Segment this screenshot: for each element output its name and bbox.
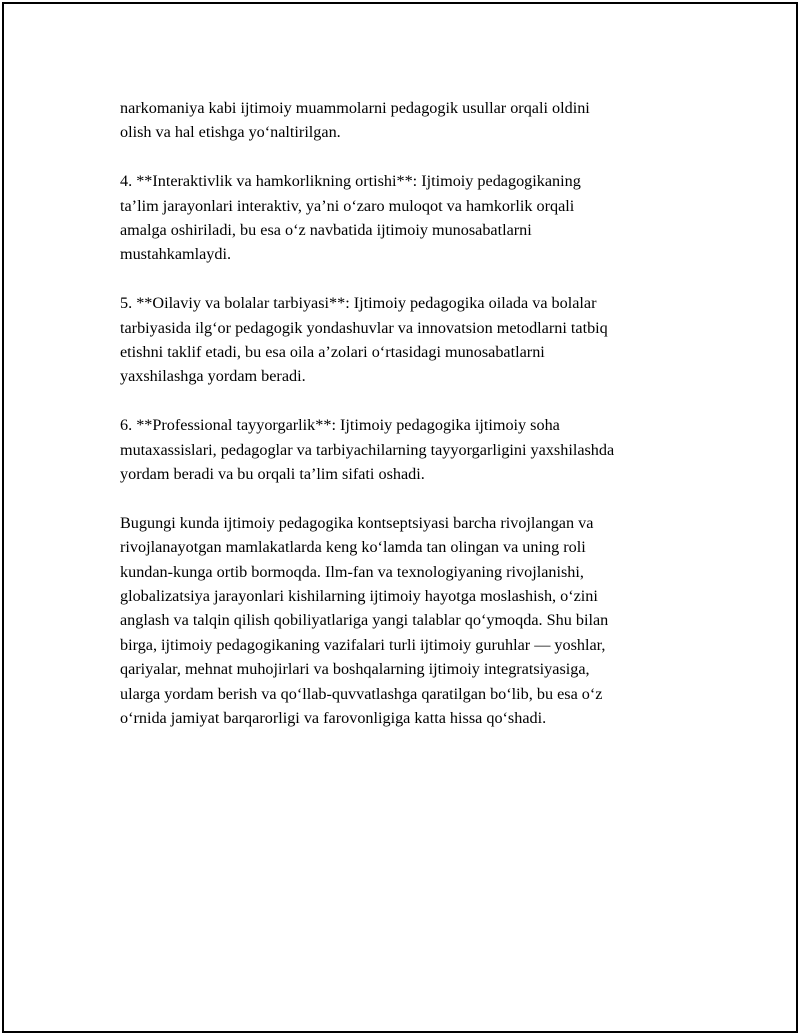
text-line: qariyalar, mehnat muhojirlari va boshqalarning ijtimoiy integratsiyasiga, [120,660,590,679]
paragraph-point-5 [120,291,710,389]
text-line: 5. **Oilaviy va bolalar tarbiyasi**: Ijtimoiy pedagogika oilada va bolalar [120,294,597,313]
document-body [120,96,710,755]
text-line: amalga oshiriladi, bu esa o‘z navbatida ijtimoiy munosabatlarni [120,221,532,240]
text-line: globalizatsiya jarayonlari kishilarning ijtimoiy hayotga moslashish, o‘zini [120,587,598,606]
text-line: Bugungi kunda ijtimoiy pedagogika kontseptsiyasi barcha rivojlangan va [120,513,594,532]
text-line: o‘rnida jamiyat barqarorligi va farovonligiga katta hissa qo‘shadi. [120,709,547,728]
text-line: mutaxassislari, pedagoglar va tarbiyachilarning tayyorgarligini yaxshilashda [120,440,615,459]
text-line: mustahkamlaydi. [120,245,232,264]
text-line: 6. **Professional tayyorgarlik**: Ijtimoiy pedagogika ijtimoiy soha [120,416,560,435]
text-line: kundan-kunga ortib bormoqda. Ilm-fan va texnologiyaning rivojlanishi, [120,562,584,581]
document-page [2,2,798,1033]
text-line: yaxshilashga yordam beradi. [120,367,306,386]
text-line: tarbiyasida ilg‘or pedagogik yondashuvlar va innovatsion metodlarni tatbiq [120,318,608,337]
paragraph-conclusion [120,511,710,731]
text-line: yordam beradi va bu orqali ta’lim sifati oshadi. [120,465,425,484]
text-line: anglash va talqin qilish qobiliyatlariga yangi talablar qo‘ymoqda. Shu bilan [120,611,609,630]
text-line: 4. **Interaktivlik va hamkorlikning ortishi**: Ijtimoiy pedagogikaning [120,172,581,191]
paragraph-intro-continuation [120,96,710,145]
text-line: ularga yordam berish va qo‘llab-quvvatlashga qaratilgan bo‘lib, bu esa o‘z [120,684,603,703]
text-line: olish va hal etishga yo‘naltirilgan. [120,123,341,142]
paragraph-point-4 [120,169,710,267]
text-line: etishni taklif etadi, bu esa oila a’zolari o‘rtasidagi munosabatlarni [120,343,545,362]
text-line: birga, ijtimoiy pedagogikaning vazifalari turli ijtimoiy guruhlar — yoshlar, [120,635,606,654]
text-line: narkomaniya kabi ijtimoiy muammolarni pedagogik usullar orqali oldini [120,99,590,117]
text-line: rivojlanayotgan mamlakatlarda keng ko‘lamda tan olingan va uning roli [120,538,586,557]
text-line: ta’lim jarayonlari interaktiv, ya’ni o‘zaro muloqot va hamkorlik orqali [120,196,575,215]
paragraph-point-6 [120,413,710,486]
